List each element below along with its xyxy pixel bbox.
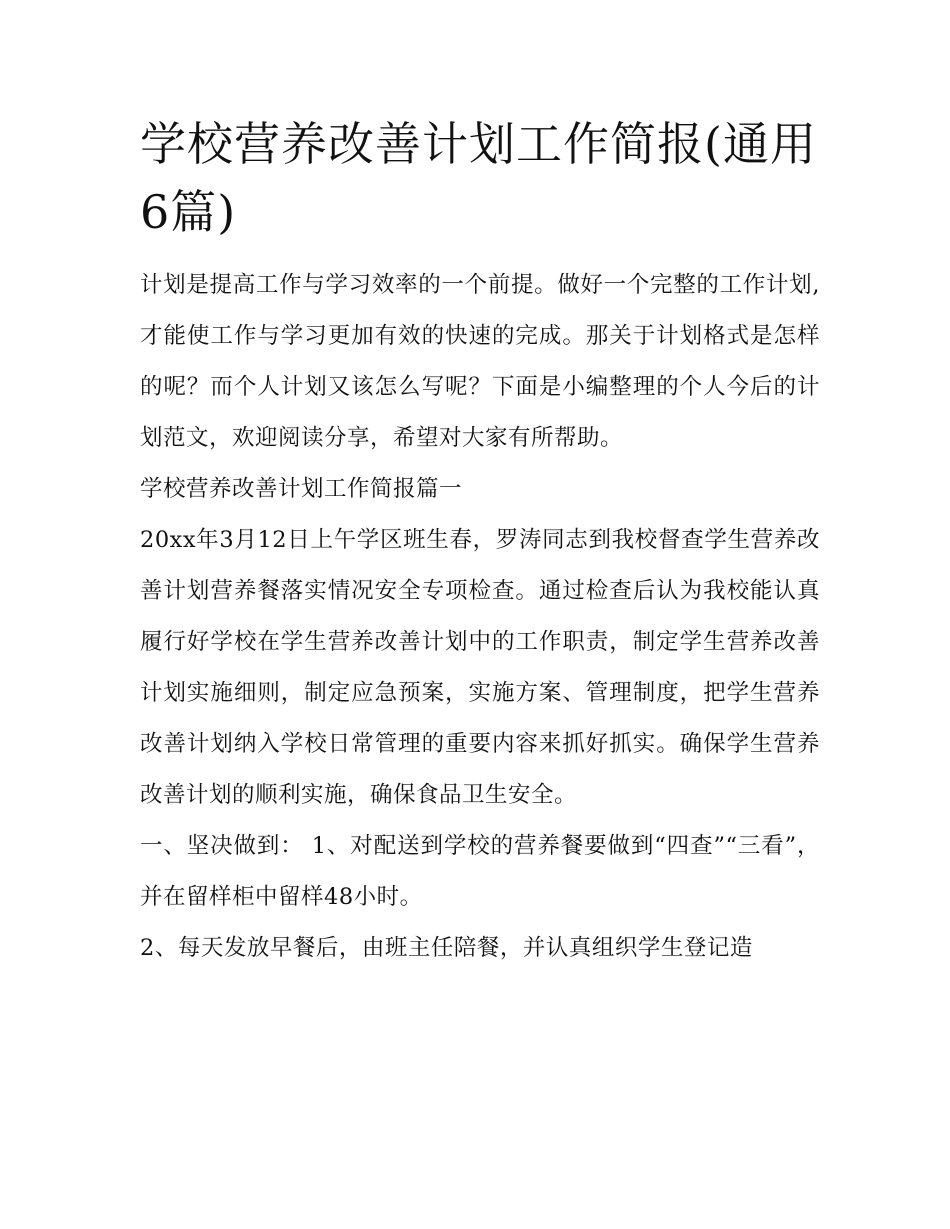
document-title: 学校营养改善计划工作简报(通用6篇) [140,117,817,239]
section-heading: 学校营养改善计划工作简报篇一 [140,476,463,502]
body-paragraph: 2、每天发放早餐后，由班主任陪餐，并认真组织学生登记造 [140,935,753,961]
body-paragraph: 一、坚决做到： 1、对配送到学校的营养餐要做到“四查”“三看”，并在留样柜中留样48小时。 [140,833,820,910]
intro-paragraph: 计划是提高工作与学习效率的一个前提。做好一个完整的工作计划,才能使工作与学习更加有效的快速的完成。那关于计划格式是怎样的呢？而个人计划又该怎么写呢？下面是小编整理的个人今后的计划范文，欢迎阅读分享，希望对大家有所帮助。 [140,272,820,451]
document-page [140,110,820,974]
body-paragraph: 20xx年3月12日上午学区班生春，罗涛同志到我校督查学生营养改善计划营养餐落实情况安全专项检查。通过检查后认为我校能认真履行好学校在学生营养改善计划中的工作职责，制定学生营养改善计划实施细则，制定应急预案，实施方案、管理制度，把学生营养改善计划纳入学校日常管理的重要内容来抓好抓实。确保学生营养改善计划的顺利实施，确保食品卫生安全。 [140,527,820,808]
